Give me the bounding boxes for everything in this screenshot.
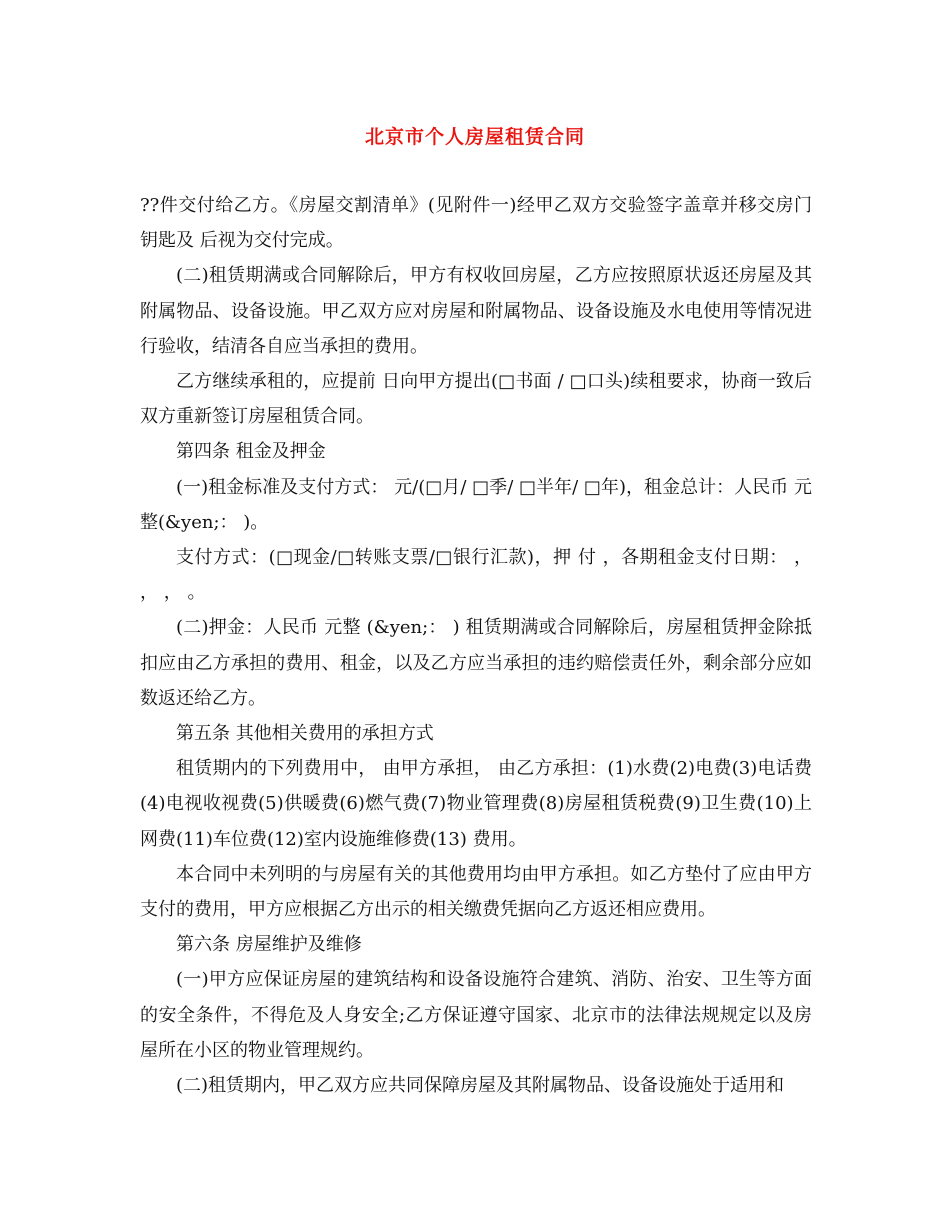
paragraph: 乙方继续承租的，应提前 日向甲方提出(□书面 / □口头)续租要求，协商一致后双方重新签订房屋租赁合同。 [140, 371, 812, 428]
paragraph: (一)租金标准及支付方式： 元/(□月/ □季/ □半年/ □年)，租金总计：人民币 元整(&yen;： )。 [140, 476, 812, 533]
paragraph: 租赁期内的下列费用中， 由甲方承担， 由乙方承担：(1)水费(2)电费(3)电话费(4)电视收视费(5)供暖费(6)燃气费(7)物业管理费(8)房屋租赁税费(9)卫生费(10)上网费(11)车位费(12)室内设施维修费(13) 费用。 [140, 758, 812, 850]
paragraph: (一)甲方应保证房屋的建筑结构和设备设施符合建筑、消防、治安、卫生等方面的安全条件，不得危及人身安全;乙方保证遵守国家、北京市的法律法规规定以及房屋所在小区的物业管理规约。 [140, 969, 812, 1061]
paragraph: (二)租赁期内，甲乙双方应共同保障房屋及其附属物品、设备设施处于适用和 [176, 1075, 785, 1097]
paragraph: (二)租赁期满或合同解除后，甲方有权收回房屋，乙方应按照原状返还房屋及其附属物品、设备设施。甲乙双方应对房屋和附属物品、设备设施及水电使用等情况进行验收，结清各自应当承担的费用。 [140, 265, 812, 357]
paragraph: 支付方式：(□现金/□转账支票/□银行汇款)，押 付 ，各期租金支付日期： ， ， ， 。 [140, 547, 812, 604]
paragraph: (二)押金：人民币 元整 (&yen;： ) 租赁期满或合同解除后，房屋租赁押金除抵扣应由乙方承担的费用、租金，以及乙方应当承担的违约赔偿责任外，剩余部分应如数返还给乙方。 [140, 617, 812, 709]
document-title: 北京市个人房屋租赁合同 [364, 126, 585, 148]
section-heading: 第六条 房屋维护及维修 [176, 934, 362, 956]
section-heading: 第五条 其他相关费用的承担方式 [176, 723, 434, 745]
document-body [140, 188, 812, 1103]
paragraph: 本合同中未列明的与房屋有关的其他费用均由甲方承担。如乙方垫付了应由甲方支付的费用，甲方应根据乙方出示的相关缴费凭据向乙方返还相应费用。 [140, 863, 812, 921]
section-heading: 第四条 租金及押金 [176, 441, 326, 463]
paragraph: ??件交付给乙方。《房屋交割清单》(见附件一)经甲乙双方交验签字盖章并移交房门钥匙及 后视为交付完成。 [140, 195, 812, 252]
